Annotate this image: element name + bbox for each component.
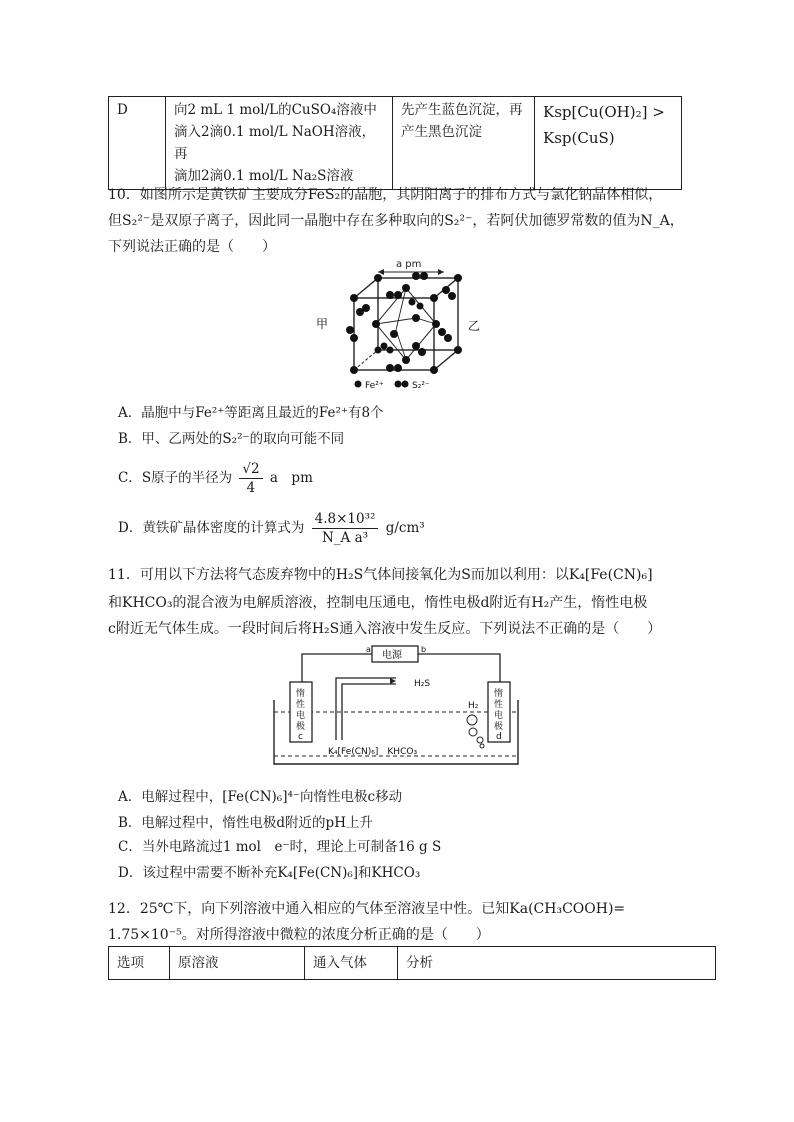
- q10-stem-line2: 但S₂²⁻是双原子离子，因此同一晶胞中存在多种取向的S₂²⁻，若阿伏加德罗常数的值为N_A，: [108, 213, 684, 229]
- q12-header-gas: 通入气体: [305, 947, 398, 980]
- row-d-operation-line1: 向2 mL 1 mol/L的CuSO₄溶液中: [174, 102, 377, 118]
- q10-option-c-numerator: √2: [239, 460, 262, 479]
- q10-option-c-suffix: a pm: [269, 470, 313, 486]
- row-d-phenomenon: [393, 97, 535, 190]
- terminal-a-label: a: [366, 645, 371, 654]
- q11-option-c: C．当外电路流过1 mol e⁻时，理论上可制备16 g S: [118, 839, 442, 855]
- q12-header-option: 选项: [109, 947, 170, 980]
- q10-option-d-prefix: D．黄铁矿晶体密度的计算式为: [118, 520, 305, 536]
- cell-dimension-label: a pm: [396, 259, 422, 270]
- q12-stem-line2: 1.75×10⁻⁵。对所得溶液中微粒的浓度分析正确的是（ ）: [108, 927, 490, 943]
- q10-option-b: B．甲、乙两处的S₂²⁻的取向可能不同: [118, 431, 345, 447]
- q10-option-c-denominator: 4: [246, 480, 256, 496]
- row-d-phenomenon-line1: 先产生蓝色沉淀，再: [401, 102, 523, 118]
- q10-option-c-fraction: [239, 460, 262, 497]
- q10-option-d-numerator: 4.8×10³²: [312, 510, 379, 529]
- q11-option-a: A．电解过程中，[Fe(CN)₆]⁴⁻向惰性电极c移动: [118, 789, 403, 805]
- h2s-inlet-label: H₂S: [414, 679, 431, 689]
- q10-stem-line3: 下列说法正确的是（ ）: [108, 239, 276, 255]
- fes2-unit-cell-figure: [316, 250, 486, 390]
- position-yi-label: 乙: [468, 319, 481, 333]
- row-d-phenomenon-line2: 产生黑色沉淀: [401, 124, 482, 140]
- q12-header-analysis: 分析: [398, 947, 716, 980]
- row-d-option: D: [109, 97, 166, 190]
- row-d-conclusion: [535, 97, 682, 190]
- q11-stem-line2: 和KHCO₃的混合液为电解质溶液，控制电压通电，惰性电极d附近有H₂产生，惰性电极: [108, 595, 648, 611]
- q11-option-d: D．该过程中需要不断补充K₄[Fe(CN)₆]和KHCO₃: [118, 865, 421, 881]
- q12-stem-line1: 12．25℃下，向下列溶液中通入相应的气体至溶液呈中性。已知Ka(CH₃COOH)=: [108, 901, 626, 917]
- q11-stem-line1: 11．可用以下方法将气态废弃物中的H₂S气体间接氧化为S而加以利用：以K₄[Fe(CN)₆]: [108, 567, 653, 583]
- electrode-c-label: 惰性电极 c: [296, 689, 306, 742]
- q10-option-c: [118, 458, 313, 498]
- h2-bubbles-label: H₂: [468, 701, 479, 711]
- terminal-b-label: b: [421, 645, 427, 654]
- q10-option-d-fraction: [312, 510, 379, 547]
- legend-s-label: S₂²⁻: [412, 381, 430, 390]
- q10-option-c-prefix: C．S原子的半径为: [118, 470, 233, 486]
- position-jia-label: 甲: [316, 317, 329, 331]
- answer-table-row-d: [108, 96, 682, 190]
- q10-option-d: [118, 508, 425, 548]
- electrolyte-label: K₄[Fe(CN)₆] KHCO₃: [328, 747, 418, 757]
- legend-fe-label: Fe²⁺: [365, 381, 384, 390]
- q11-stem-line3: c附近无气体生成。一段时间后将H₂S通入溶液中发生反应。下列说法不正确的是（ ）: [108, 621, 662, 637]
- electrode-d-label: 惰性电极 d: [494, 689, 504, 742]
- q10-option-d-suffix: g/cm³: [385, 520, 425, 536]
- row-d-operation-line3: 滴加2滴0.1 mol/L Na₂S溶液: [174, 168, 354, 184]
- q10-option-d-denominator: N_A a³: [321, 530, 369, 546]
- q11-option-b: B．电解过程中，惰性电极d附近的pH上升: [118, 815, 373, 831]
- q10-option-a: A．晶胞中与Fe²⁺等距离且最近的Fe²⁺有8个: [118, 405, 384, 421]
- q12-options-table: [108, 946, 716, 980]
- electrolysis-cell-figure: [268, 642, 528, 770]
- row-d-conclusion-line2: Ksp(CuS): [543, 129, 615, 147]
- row-d-operation: [166, 97, 393, 190]
- row-d-conclusion-line1: Ksp[Cu(OH)₂] >: [543, 103, 665, 121]
- q10-stem-line1: 10．如图所示是黄铁矿主要成分FeS₂的晶胞，其阴阳离子的排布方式与氯化钠晶体相似，: [108, 187, 663, 203]
- q12-header-original-solution: 原溶液: [170, 947, 305, 980]
- row-d-operation-line2: 滴入2滴0.1 mol/L NaOH溶液，再: [174, 124, 376, 162]
- power-source-label: 电源: [382, 650, 402, 661]
